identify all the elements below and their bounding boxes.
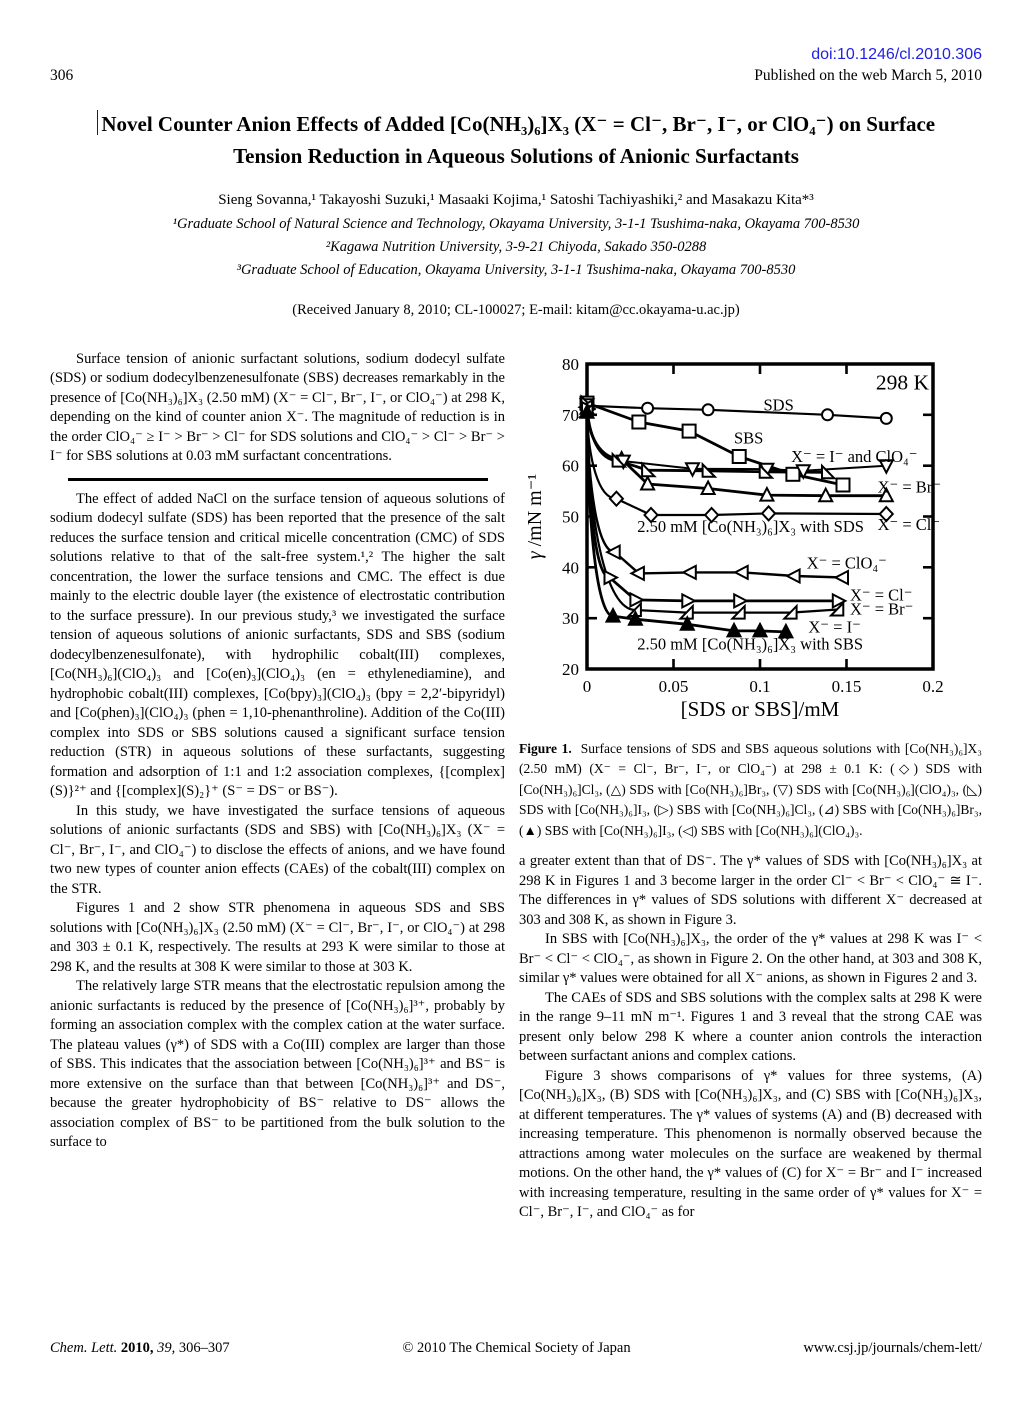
svg-text:80: 80 [562, 354, 579, 374]
svg-text:2.50 mM [Co(NH₃)₆]X₃ with SDS: 2.50 mM [Co(NH₃)₆]X₃ with SDS [637, 516, 864, 536]
article-title-text: Novel Counter Anion Effects of Added [Co(NH₃)₆]X₃ (X⁻ = Cl⁻, Br⁻, I⁻, or ClO₄⁻) on Surface Tension Reduction in Aqueous Solutions of Anionic Surfactants [101, 112, 936, 168]
svg-text:0: 0 [582, 676, 592, 696]
journal-url: www.csj.jp/journals/chem-lett/ [803, 1340, 982, 1356]
text-cursor [97, 110, 99, 135]
figure-1 [519, 350, 982, 842]
copyright: © 2010 The Chemical Society of Japan [402, 1340, 631, 1356]
svg-text:X⁻ = I⁻ and ClO₄⁻: X⁻ = I⁻ and ClO₄⁻ [791, 446, 918, 466]
svg-text:X⁻ = Br⁻: X⁻ = Br⁻ [850, 599, 914, 619]
figure-1-caption-label: Figure 1. [519, 740, 572, 756]
svg-text:0.15: 0.15 [831, 676, 862, 696]
svg-text:40: 40 [562, 558, 579, 578]
left-column [50, 350, 505, 1342]
received-line: (Received January 8, 2010; CL-100027; E-mail: kitam@cc.okayama-u.ac.jp) [292, 301, 740, 318]
svg-text:0.1: 0.1 [749, 676, 771, 696]
authors-line: Sieng Sovanna,¹ Takayoshi Suzuki,¹ Masaaki Kojima,¹ Satoshi Tachiyashiki,² and Masakazu Kita*³ [218, 192, 814, 208]
svg-text:60: 60 [562, 456, 579, 476]
abstract-paragraph: Surface tension of anionic surfactant solutions, sodium dodecyl sulfate (SDS) or sodium dodecylbenzenesulfonate (SBS) decreases remarkably in the presence of [Co(NH₃)₆]X₃ (2.50 mM) (X⁻ = Cl⁻, Br⁻, I⁻, or ClO₄⁻) at 298 K, depending on the kind of counter anion X⁻. The magnitude of reduction is in the order ClO₄⁻ ≥ I⁻ > Br⁻ > Cl⁻ for SDS solutions and ClO₄⁻ > Cl⁻ > Br⁻ > I⁻ for SBS solutions at 0.03 mM surfactant concentrations. [50, 350, 505, 465]
page-footer [50, 1340, 982, 1357]
svg-text:[SDS or SBS]/mM: [SDS or SBS]/mM [680, 696, 840, 721]
body-paragraph: In SBS with [Co(NH₃)₆]X₃, the order of the γ* values at 298 K was I⁻ < Br⁻ < Cl⁻ < ClO₄⁻, as shown in Figure 2. On the other hand, at 303 and 308 K, similar γ* values were obtained for all X⁻ anions, as shown in Figures 2 and 3. [519, 931, 982, 987]
section-divider [68, 478, 488, 481]
citation-journal: Chem. Lett. [50, 1340, 118, 1356]
svg-text:X⁻ = ClO₄⁻: X⁻ = ClO₄⁻ [806, 553, 887, 573]
svg-text:X⁻ = I⁻: X⁻ = I⁻ [808, 617, 861, 637]
svg-text:X⁻ = Cl⁻: X⁻ = Cl⁻ [877, 514, 941, 534]
right-column [519, 350, 982, 1342]
body-paragraph: The relatively large STR means that the electrostatic repulsion among the anionic surfactants is reduced by the presence of [Co(NH₃)₆]³⁺, probably by forming an association complex with the complex cation at the water surface. The plateau values (γ*) of SDS with a Co(III) complex are larger than those of SBS. This indicates that the association between [Co(NH₃)₆]³⁺ and BS⁻ is more extensive on the surface than that between [Co(NH₃)₆]³⁺ and DS⁻, because the greater hydrophobicity of BS⁻ relative to DS⁻ allows the association complex of BS⁻ to be partitioned from the bulk solution to the surface to [50, 978, 505, 1151]
svg-text:X⁻ = Cl⁻: X⁻ = Cl⁻ [850, 585, 913, 605]
body-paragraph: In this study, we have investigated the surface tensions of aqueous solutions of anionic surfactants (SDS and SBS) with [Co(NH₃)₆]X₃ (X⁻ = Cl⁻, Br⁻, I⁻, and ClO₄⁻) to disclose the effects of anions, and we have found two new types of counter anion effects (CAEs) of the cobalt(III) complex on the STR. [50, 802, 505, 897]
published-date: Published on the web March 5, 2010 [754, 67, 982, 84]
article-title [74, 109, 958, 172]
svg-text:70: 70 [562, 405, 579, 425]
svg-text:SBS: SBS [734, 428, 764, 448]
svg-text:SDS: SDS [763, 395, 794, 415]
body-paragraph: The effect of added NaCl on the surface tension of aqueous solutions of sodium dodecyl sulfate (SDS) has been reported that the presence of the salt reduces the surface tension and critical micelle concentration (CMC) of SDS solutions relative to that of the salt-free system.¹,² The higher the salt concentration, the lower the surface tensions and CMC. The effect is due mainly to the electric double layer (the existence of electrostatic contribution to the surface pressure). In our previous study,³ we investigated the surface tension of aqueous solutions of anionic surfactants, SDS and SBS (sodium dodecylbenzenesulfonate), with hydrophilic cobalt(III) complexes, [Co(NH₃)₆](ClO₄)₃ and [Co(en)₃](ClO₄)₃ (en = ethylenediamine), and hydrophobic cobalt(III) complexes, [Co(bpy)₃](ClO₄)₃ (bpy = 2,2′-bipyridyl) and [Co(phen)₃](ClO₄)₃ (phen = 1,10-phenanthroline). Addition of the Co(III) complex into SDS or SBS solutions caused a significant surface tension reduction (STR) in aqueous solutions of these surfactants, suggesting formation and adsorption of 1:1 and 1:2 association complexes, {[complex](S)}²⁺ and {[complex](S)₂}⁺ (S⁻ = DS⁻ or BS⁻). [50, 490, 505, 800]
figure-1-chart-svg [519, 350, 982, 726]
right-column-text [519, 852, 982, 1223]
svg-text:0.2: 0.2 [922, 676, 944, 696]
doi-link[interactable]: doi:10.1246/cl.2010.306 [811, 46, 982, 63]
figure-1-caption [519, 739, 982, 842]
affiliation-line-1: ¹Graduate School of Natural Science and Technology, Okayama University, 3-1-1 Tsushima-naka, Okayama 700-8530 [172, 216, 860, 232]
citation-year: 2010, [120, 1340, 154, 1356]
figure-1-caption-text: Surface tensions of SDS and SBS aqueous solutions with [Co(NH₃)₆]X₃ (2.50 mM) (X⁻ = Cl⁻, Br⁻, I⁻, or ClO₄⁻) at 298 ± 0.1 K: (◇) SDS with [Co(NH₃)₆]Cl₃, (△) SDS with [Co(NH₃)₆]Br₃, (▽) SDS with [Co(NH₃)₆](ClO₄)₃, (◺) SDS with [Co(NH₃)₆]I₃, (▷) SBS with [Co(NH₃)₆]Cl₃, (⊿) SBS with [Co(NH₃)₆]Br₃, (▲) SBS with [Co(NH₃)₆]I₃, (◁) SBS with [Co(NH₃)₆](ClO₄)₃. [519, 740, 982, 838]
svg-text:X⁻ = Br⁻: X⁻ = Br⁻ [877, 477, 941, 497]
body-paragraph: a greater extent than that of DS⁻. The γ* values of SDS with [Co(NH₃)₆]X₃ at 298 K in Figures 1 and 3 become larger in the order Cl⁻ < Br⁻ < ClO₄⁻ ≅ I⁻. The differences in γ* values of SDS solutions with different X⁻ decreased at 303 and 308 K, as shown in Figure 3. [519, 853, 982, 928]
svg-text:298 K: 298 K [875, 370, 930, 395]
citation-volume: 39, [157, 1340, 176, 1356]
svg-text:γ /mN m⁻¹: γ /mN m⁻¹ [524, 473, 546, 559]
citation-pages: 306–307 [178, 1340, 230, 1356]
body-paragraph: Figures 1 and 2 show STR phenomena in aqueous SDS and SBS solutions with [Co(NH₃)₆]X₃ (2.50 mM) (X⁻ = Cl⁻, Br⁻, I⁻, or ClO₄⁻) at 298 and 303 ± 0.1 K, respectively. The results at 293 K were similar to those at 298 K, and the results at 308 K were similar to those at 303 K. [50, 900, 505, 975]
svg-text:30: 30 [562, 608, 579, 628]
svg-text:50: 50 [562, 507, 579, 527]
citation [50, 1340, 230, 1357]
affiliations [50, 213, 982, 282]
header-row [50, 67, 982, 85]
page-number: 306 [50, 67, 74, 84]
doi-row [50, 46, 982, 64]
article-body [50, 350, 982, 1342]
affiliation-line-3: ³Graduate School of Education, Okayama University, 3-1-1 Tsushima-naka, Okayama 700-8530 [236, 261, 796, 278]
body-paragraph: The CAEs of SDS and SBS solutions with the complex salts at 298 K were in the range 9–11 mN m⁻¹. Figures 1 and 3 reveal that the strong CAE was present only below 298 K where a counter anion controls the interaction between surfactant anions and complex cations. [519, 989, 982, 1065]
affiliation-line-2: ²Kagawa Nutrition University, 3-9-21 Chiyoda, Sakado 350-0288 [325, 238, 707, 255]
svg-text:20: 20 [562, 659, 579, 679]
body-paragraph: Figure 3 shows comparisons of γ* values for three systems, (A) [Co(NH₃)₆]X₃, (B) SDS with [Co(NH₃)₆]X₃, and (C) SBS with [Co(NH₃)₆]X₃, at different temperatures. The γ* values of systems (A) and (B) decreased with increasing temperature. This phenomenon is normally observed because the attractions among water molecules on the surface are weakened by thermal motions. On the other hand, the γ* values of (C) for X⁻ = Br⁻ and I⁻ increased with increasing temperature, resulting in the same order of γ* values for X⁻ = Cl⁻, Br⁻, I⁻, and ClO₄⁻ as for [519, 1067, 982, 1221]
svg-text:0.05: 0.05 [658, 676, 689, 696]
svg-text:2.50 mM [Co(NH₃)₆]X₃ with SBS: 2.50 mM [Co(NH₃)₆]X₃ with SBS [637, 634, 864, 654]
